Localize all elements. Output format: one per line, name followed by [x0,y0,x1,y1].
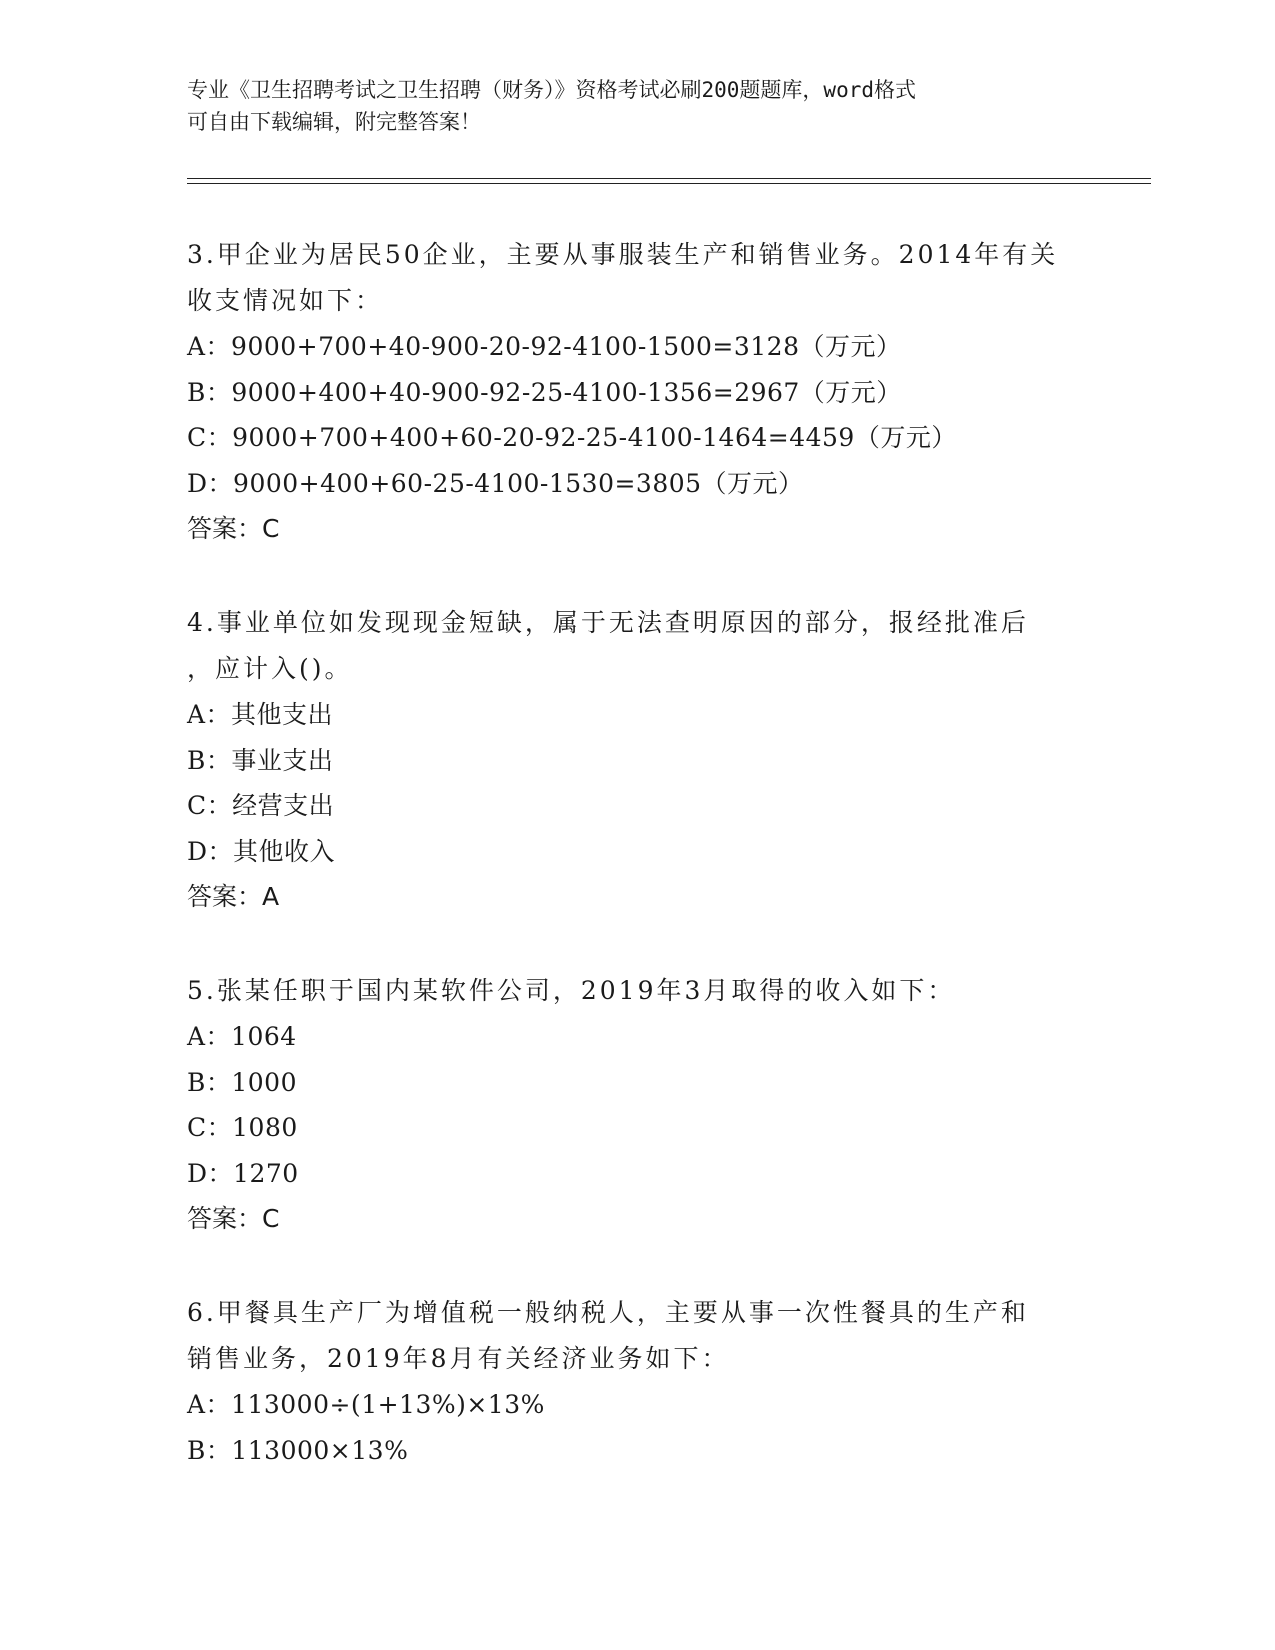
header-line-1: 专业《卫生招聘考试之卫生招聘（财务）》资格考试必刷200题题库，word格式 [187,78,916,102]
option-d: D：9000+400+60-25-4100-1530=3805（万元） [187,468,804,498]
option-a: A：1064 [187,1022,297,1051]
option-a: A：113000÷(1+13%)×13% [187,1390,545,1419]
answer-line: 答案：A [187,882,280,911]
question-stem-line: 收支情况如下： [187,286,384,315]
option-a: A：9000+700+40-900-20-92-4100-1500=3128（万元） [187,332,902,361]
answer-line: 答案：C [187,514,280,543]
question-5 [187,968,1087,1242]
option-d: D：1270 [187,1158,299,1188]
option-b: B：113000×13% [187,1435,409,1465]
question-stem-line: ，应计入()。 [187,654,353,683]
option-b: B：1000 [187,1067,297,1097]
answer-line: 答案：C [187,1204,280,1233]
document-header [187,74,1067,138]
header-line-2: 可自由下载编辑，附完整答案！ [187,110,481,134]
question-stem-line: 3.甲企业为居民50企业，主要从事服装生产和销售业务。2014年有关 [187,240,1059,269]
question-list [187,232,1087,1521]
header-divider-top [187,178,1151,179]
question-stem-line: 销售业务，2019年8月有关经济业务如下： [187,1344,730,1373]
option-c: C：1080 [187,1113,298,1142]
option-c: C：经营支出 [187,791,335,820]
question-stem-line: 5.张某任职于国内某软件公司，2019年3月取得的收入如下： [187,976,956,1005]
option-d: D：其他收入 [187,836,336,866]
option-a: A：其他支出 [187,700,334,729]
question-4 [187,600,1087,920]
option-c: C：9000+700+400+60-20-92-25-4100-1464=4459（万元） [187,423,957,452]
question-3 [187,232,1087,552]
option-b: B：事业支出 [187,745,334,775]
question-6 [187,1290,1087,1473]
header-divider-bottom [187,183,1151,184]
question-stem-line: 6.甲餐具生产厂为增值税一般纳税人，主要从事一次性餐具的生产和 [187,1298,1029,1327]
option-b: B：9000+400+40-900-92-25-4100-1356=2967（万元） [187,377,902,407]
question-stem-line: 4.事业单位如发现现金短缺，属于无法查明原因的部分，报经批准后 [187,608,1029,637]
